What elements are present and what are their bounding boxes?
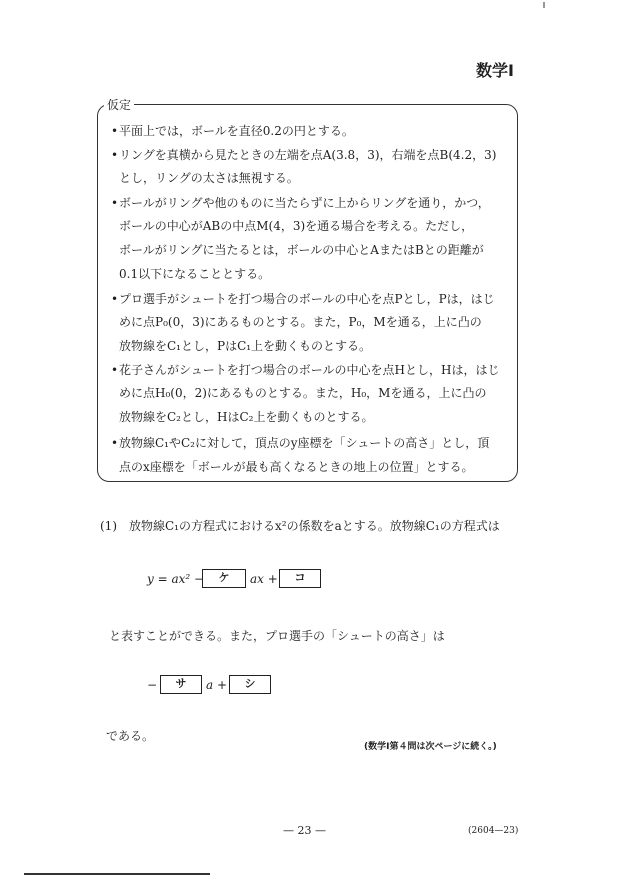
bullet-mark: • bbox=[111, 124, 119, 138]
page-code: (2604—23) bbox=[468, 826, 519, 836]
assumption-text: プロ選手がシュートを打つ場合のボールの中心を点Pとし，Pは，はじ bbox=[119, 292, 495, 306]
assumption-item bbox=[111, 194, 511, 211]
answer-box-shi[interactable]: シ bbox=[229, 675, 271, 694]
page-number: — 23 — bbox=[283, 824, 326, 837]
assumption-continuation: ボールがリングに当たるとは，ボールの中心とAまたはBとの距離が bbox=[119, 243, 484, 257]
scan-speck bbox=[543, 2, 545, 8]
assumption-text: 放物線C₁やC₂に対して，頂点のy座標を「シュートの高さ」とし，頂 bbox=[119, 436, 490, 450]
assumption-text: ボールがリングや他のものに当たらずに上からリングを通り，かつ， bbox=[119, 196, 490, 210]
assumption-continuation: めに点P₀(0，3)にあるものとする。また，P₀，Mを通る，上に凸の bbox=[119, 315, 482, 329]
assumption-continuation: 点のx座標を「ボールが最も高くなるときの地上の位置」とする。 bbox=[119, 460, 474, 474]
assumption-continuation: 放物線をC₁とし，PはC₁上を動くものとする。 bbox=[119, 339, 372, 353]
formula-lead: − bbox=[147, 678, 158, 692]
formula-mid: a + bbox=[206, 678, 228, 692]
formula-mid: ax + bbox=[250, 572, 278, 586]
assumption-continuation: 0.1以下になることとする。 bbox=[119, 267, 271, 281]
assumption-text: 花子さんがシュートを打つ場合のボールの中心を点Hとし，Hは，はじ bbox=[119, 363, 500, 377]
assumption-item bbox=[111, 434, 511, 451]
bullet-mark: • bbox=[111, 148, 119, 162]
answer-box-ko[interactable]: コ bbox=[279, 569, 321, 588]
continued-note: (数学Ⅰ第４問は次ページに続く。) bbox=[364, 742, 497, 752]
assumption-continuation: めに点H₀(0，2)にあるものとする。また，H₀，Mを通る，上に凸の bbox=[119, 386, 487, 400]
subject-title: 数学Ⅰ bbox=[476, 61, 514, 80]
answer-box-sa[interactable]: サ bbox=[160, 675, 202, 694]
assumption-label: 仮定 bbox=[104, 96, 134, 113]
bullet-mark: • bbox=[111, 363, 119, 377]
assumption-item bbox=[111, 290, 511, 307]
assumption-item bbox=[111, 361, 511, 378]
assumption-text: 平面上では，ボールを直径0.2の円とする。 bbox=[119, 124, 354, 138]
assumption-continuation: 放物線をC₂とし，HはC₂上を動くものとする。 bbox=[119, 410, 374, 424]
assumption-text: リングを真横から見たときの左端を点A(3.8，3)，右端を点B(4.2，3) bbox=[119, 148, 497, 162]
formula-lhs: y = ax² − bbox=[147, 572, 205, 586]
question-line: と表すことができる。また，プロ選手の「シュートの高さ」は bbox=[109, 629, 445, 643]
assumption-continuation: とし，リングの太さは無視する。 bbox=[119, 171, 299, 185]
assumption-item bbox=[111, 122, 511, 139]
assumption-continuation: ボールの中心がABの中点M(4，3)を通る場合を考える。ただし， bbox=[119, 219, 474, 233]
bullet-mark: • bbox=[111, 196, 119, 210]
bullet-mark: • bbox=[111, 292, 119, 306]
bottom-rule bbox=[24, 873, 210, 875]
question-line: である。 bbox=[106, 729, 155, 743]
answer-box-ke[interactable]: ケ bbox=[202, 569, 246, 588]
question-intro: (1) 放物線C₁の方程式におけるx²の係数をaとする。放物線C₁の方程式は bbox=[100, 519, 500, 533]
bullet-mark: • bbox=[111, 436, 119, 450]
assumption-item bbox=[111, 146, 511, 163]
